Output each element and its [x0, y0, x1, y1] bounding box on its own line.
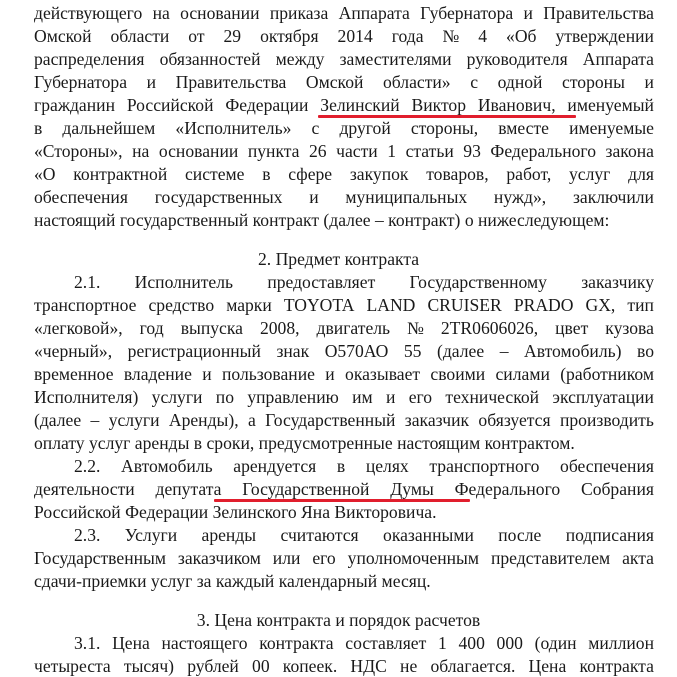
word: транспортное	[34, 295, 137, 315]
word: GX,	[585, 295, 616, 315]
word: двигатель	[316, 318, 391, 338]
word: 29	[223, 26, 242, 46]
word: приказа	[269, 3, 329, 23]
text-line	[74, 455, 654, 477]
word: Исполнитель	[134, 272, 234, 292]
word: по	[215, 387, 235, 407]
word: Губернатора	[420, 3, 514, 23]
text-line	[34, 71, 654, 93]
text-line	[34, 2, 654, 24]
word: распределения	[34, 49, 145, 69]
word: на	[132, 141, 150, 161]
word: года	[391, 26, 424, 46]
word: регистрационный	[127, 341, 261, 361]
word: с	[311, 118, 320, 138]
word: Цена	[112, 633, 150, 653]
word: своими	[430, 364, 486, 384]
word: Аппарата	[582, 49, 654, 69]
word: (далее	[437, 341, 485, 361]
word: аренды	[201, 525, 257, 545]
word: другой	[339, 118, 391, 138]
word: 1	[437, 633, 447, 653]
word: заказчиком	[177, 548, 261, 568]
text-line: сдачи-приемки услуг за каждый календарный месяц.	[34, 571, 431, 591]
word: Виктор	[411, 95, 467, 115]
text-line	[34, 117, 654, 139]
word: –	[499, 341, 509, 361]
word: 3.1.	[74, 633, 101, 653]
word: обязуется	[478, 410, 551, 430]
word: средство	[148, 295, 215, 315]
word: заместителями	[339, 49, 452, 69]
word: в	[262, 164, 271, 184]
word: тысяч)	[123, 656, 175, 676]
word: после	[498, 525, 542, 545]
word: выпуска	[180, 318, 243, 338]
word: обязанностей	[159, 49, 261, 69]
word: CRUISER	[427, 295, 502, 315]
word: Правительства	[543, 3, 654, 23]
word: предоставляет	[267, 272, 376, 292]
word: основании	[158, 141, 239, 161]
word: О570АО	[324, 341, 389, 361]
word: а	[248, 410, 256, 430]
word: 2.1.	[74, 272, 101, 292]
word: им	[352, 387, 373, 407]
word: и	[523, 3, 533, 23]
text-line	[34, 340, 654, 362]
word: для	[628, 164, 654, 184]
text-line	[34, 478, 654, 500]
word: 2014	[337, 26, 373, 46]
word: 000	[496, 633, 523, 653]
text-line	[34, 363, 654, 385]
word: муниципальных	[345, 187, 468, 207]
word: основании	[180, 3, 260, 23]
word: его	[312, 548, 336, 568]
word: Омской	[34, 26, 92, 46]
word: сфере	[288, 164, 333, 184]
word: составляет	[345, 633, 427, 653]
word: работ,	[506, 164, 552, 184]
word: контракта	[259, 633, 334, 653]
word: Государственной	[242, 479, 370, 499]
text-line	[74, 524, 654, 546]
word: 2008,	[259, 318, 300, 338]
word: 400	[458, 633, 485, 653]
word: акта	[622, 548, 654, 568]
word: Услуги	[124, 525, 178, 545]
word: октября	[260, 26, 319, 46]
word: Зелинский	[320, 95, 400, 115]
word: действующего	[34, 3, 143, 23]
word: части	[336, 141, 378, 161]
word: тип	[627, 295, 654, 315]
word: 2.2.	[74, 456, 101, 476]
text-line: настоящий государственный контракт (далее – контракт) о нижеследующем:	[34, 210, 610, 230]
text-line	[34, 25, 654, 47]
text-line	[34, 317, 654, 339]
word: 00	[252, 656, 270, 676]
word: Думы	[390, 479, 434, 499]
word: между	[275, 49, 325, 69]
word: закона	[605, 141, 654, 161]
word: Иванович,	[477, 95, 556, 115]
word: Автомобиль)	[524, 341, 622, 361]
word: миллион	[588, 633, 654, 653]
red-underline	[214, 499, 470, 502]
word: Государственным	[34, 548, 166, 568]
text-line	[34, 386, 654, 408]
word: Аппарата	[338, 3, 410, 23]
word: Российской	[126, 95, 214, 115]
word: управлению	[247, 387, 339, 407]
word: четыреста	[34, 656, 111, 676]
word: стороны	[562, 72, 625, 92]
word: руководителя	[466, 49, 568, 69]
word: одной	[497, 72, 543, 92]
word: деятельности	[34, 479, 135, 499]
word: LAND	[366, 295, 416, 315]
text-line	[74, 271, 654, 293]
word: дальнейшем	[62, 118, 156, 138]
word: марки	[226, 295, 272, 315]
word: заказчик	[404, 410, 470, 430]
word: на	[152, 3, 170, 23]
text-line: Российской Федерации Зелинского Яна Викторовича.	[34, 502, 437, 522]
word: закупок	[349, 164, 409, 184]
word: его	[408, 387, 433, 407]
word: гражданин	[34, 95, 115, 115]
word: от	[188, 26, 205, 46]
word: технической	[445, 387, 540, 407]
word: и	[309, 187, 319, 207]
text-line: оплату услуг аренды в сроки, предусмотренные настоящим контрактом.	[34, 433, 575, 453]
text-line	[34, 48, 654, 70]
word: рублей	[187, 656, 239, 676]
word: 2.3.	[74, 525, 101, 545]
word: НДС	[350, 656, 387, 676]
word: силами	[495, 364, 550, 384]
word: контрактной	[73, 164, 168, 184]
word: «черный»,	[34, 341, 113, 361]
text-line	[34, 655, 654, 677]
word: заключили	[572, 187, 654, 207]
word: и	[644, 72, 654, 92]
word: представителем	[490, 548, 611, 568]
word: год	[139, 318, 164, 338]
word: целях	[365, 456, 409, 476]
text-line	[34, 140, 654, 162]
word: Исполнителя)	[34, 387, 139, 407]
word: Аренды),	[168, 410, 239, 430]
word: 1	[387, 141, 397, 161]
word: №	[442, 26, 460, 46]
word: статьи	[405, 141, 454, 161]
word: настоящего	[161, 633, 248, 653]
word: облагается.	[430, 656, 516, 676]
word: депутата	[155, 479, 222, 499]
word: контракта	[579, 656, 654, 676]
word: Губернатора	[34, 72, 128, 92]
word: «Об	[506, 26, 537, 46]
word: утверждении	[555, 26, 654, 46]
word: Федерального	[490, 141, 597, 161]
word: оказывает	[345, 364, 421, 384]
word: (далее	[34, 410, 82, 430]
word: временное	[34, 364, 114, 384]
word: системе	[185, 164, 245, 184]
word: государственных	[154, 187, 283, 207]
word: области»	[383, 72, 451, 92]
word: 93	[463, 141, 481, 161]
word: оказанными	[383, 525, 474, 545]
word: Государственному	[409, 272, 547, 292]
word: с	[470, 72, 478, 92]
word: Государственный	[265, 410, 396, 430]
text-line	[74, 632, 654, 654]
word: вместе	[498, 118, 549, 138]
text-line	[34, 186, 654, 208]
word: не	[400, 656, 418, 676]
word: «легковой»,	[34, 318, 123, 338]
word: в	[336, 456, 346, 476]
word: Правительства	[175, 72, 287, 92]
word: 55	[403, 341, 422, 361]
word: цвет	[555, 318, 589, 338]
section-heading: 2. Предмет контракта	[257, 249, 420, 269]
word: эксплуатации	[552, 387, 654, 407]
word: производить	[559, 410, 654, 430]
text-line	[34, 163, 654, 185]
word: именуемый	[567, 95, 654, 115]
word: кузова	[605, 318, 654, 338]
word: обеспечения	[34, 187, 128, 207]
word: стороны,	[410, 118, 479, 138]
word: подписания	[565, 525, 654, 545]
word: 4	[478, 26, 488, 46]
word: «О	[34, 164, 56, 184]
word: или	[272, 548, 301, 568]
word: нужд»,	[493, 187, 547, 207]
word: пользование	[222, 364, 315, 384]
word: транспортного	[429, 456, 540, 476]
word: (один	[534, 633, 577, 653]
word: (работником	[560, 364, 654, 384]
word: Федерации	[225, 95, 309, 115]
word: и	[385, 387, 396, 407]
word: услуги	[151, 387, 203, 407]
red-underline	[318, 115, 576, 118]
section-heading: 3. Цена контракта и порядок расчетов	[196, 610, 481, 630]
word: 2TR0606026,	[440, 318, 539, 338]
word: товаров,	[426, 164, 489, 184]
word: Омской	[305, 72, 364, 92]
word: пункта	[247, 141, 300, 161]
word: арендуется	[233, 456, 317, 476]
word: №	[407, 318, 424, 338]
word: услуг	[569, 164, 611, 184]
word: обеспечения	[560, 456, 654, 476]
text-line	[34, 94, 654, 116]
word: и	[202, 364, 212, 384]
word: «Стороны»,	[34, 141, 123, 161]
word: TOYOTA	[283, 295, 355, 315]
word: –	[90, 410, 100, 430]
word: владение	[123, 364, 192, 384]
word: копеек.	[282, 656, 338, 676]
word: области	[110, 26, 170, 46]
word: и	[146, 72, 157, 92]
word: Цена	[528, 656, 567, 676]
word: заказчику	[581, 272, 654, 292]
word: PRADO	[513, 295, 574, 315]
text-line	[34, 547, 654, 569]
text-line	[34, 294, 654, 316]
word: и	[325, 364, 335, 384]
word: считаются	[280, 525, 359, 545]
word: в	[34, 118, 43, 138]
word: «Исполнитель»	[175, 118, 292, 138]
word: уполномоченным	[347, 548, 480, 568]
word: Федерального	[454, 479, 561, 499]
word: Собрания	[580, 479, 654, 499]
word: знак	[276, 341, 310, 361]
word: во	[637, 341, 654, 361]
word: услуги	[108, 410, 160, 430]
word: 26	[309, 141, 327, 161]
word: именуемые	[569, 118, 654, 138]
text-line	[34, 409, 654, 431]
word: Автомобиль	[121, 456, 213, 476]
